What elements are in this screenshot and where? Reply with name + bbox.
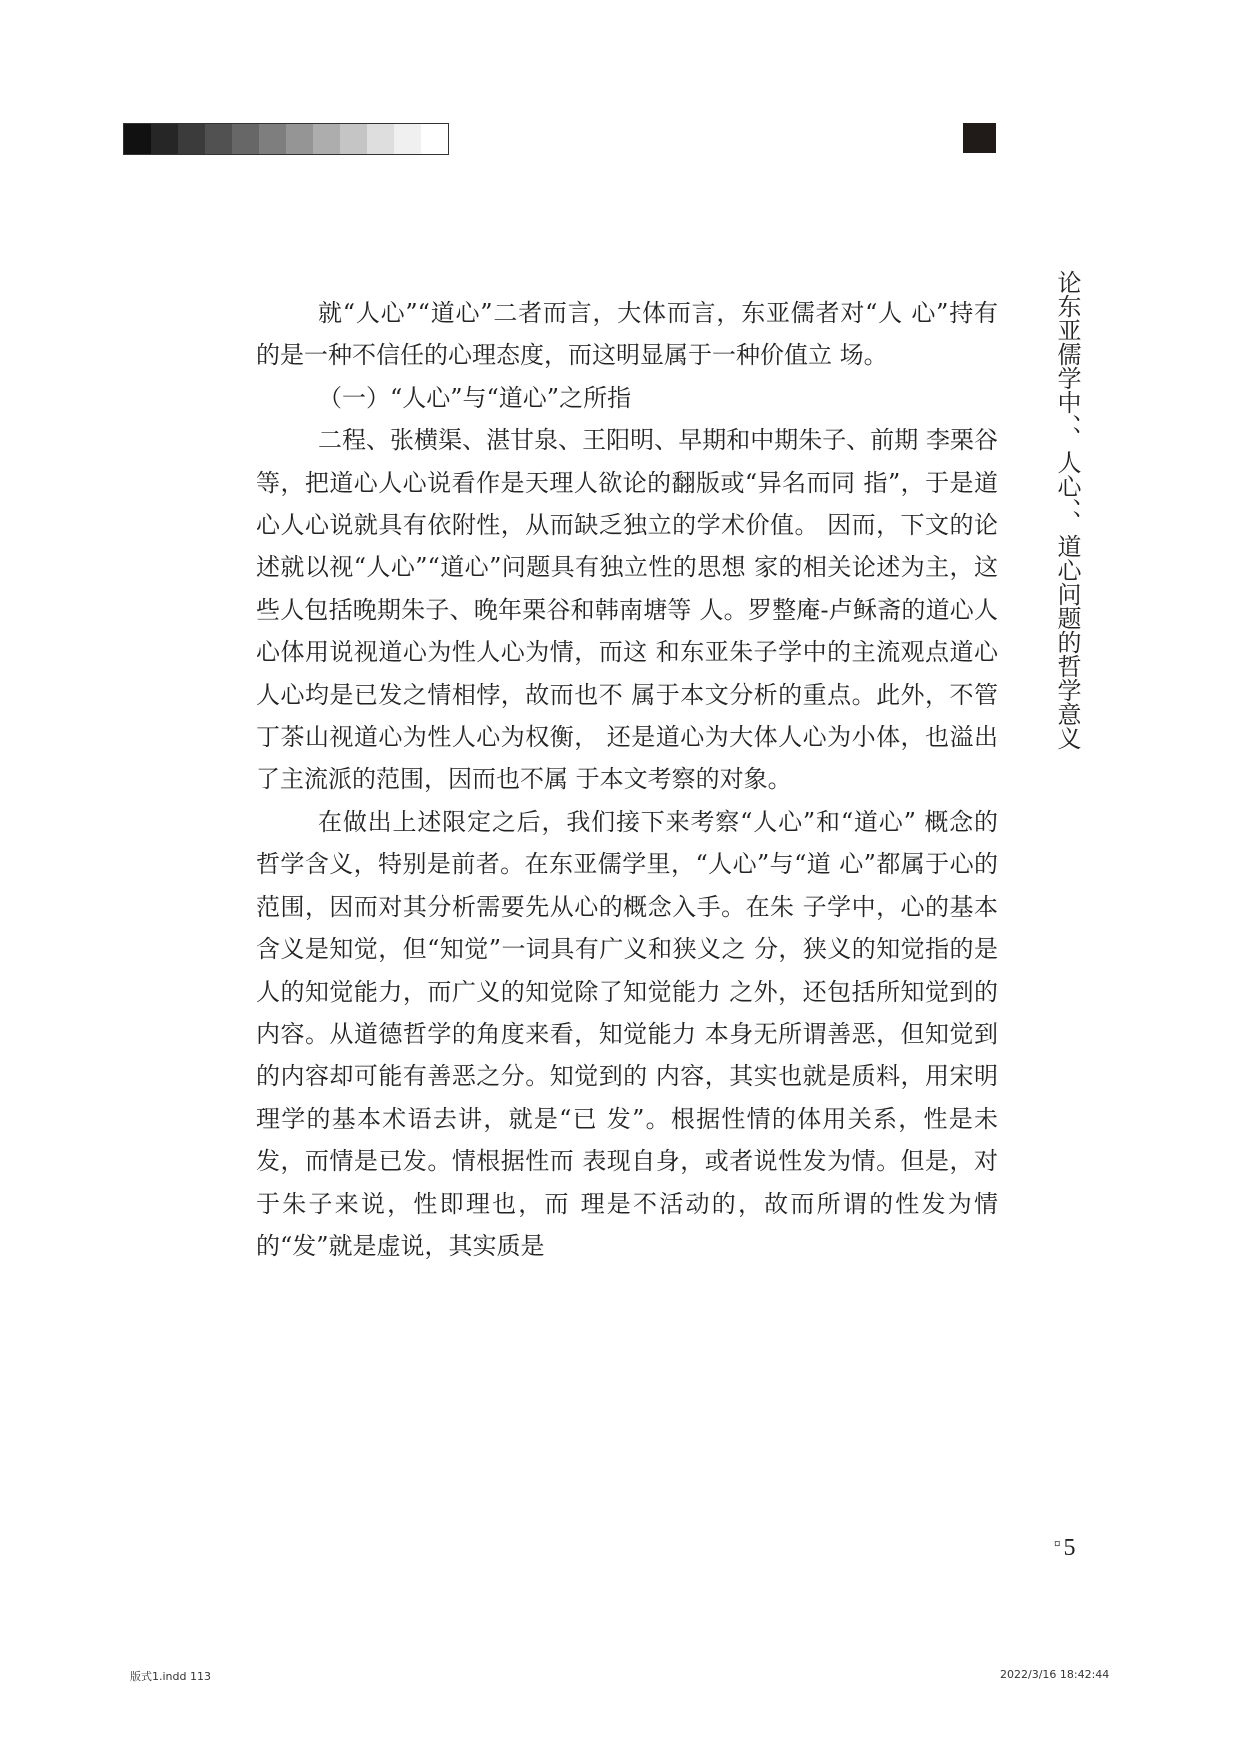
registration-block: [963, 123, 996, 153]
calibration-swatch: [421, 124, 448, 154]
paragraph: 就“人心”“道心”二者而言，大体而言，东亚儒者对“人 心”持有的是一种不信任的心理态度，而这明显属于一种价值立 场。: [256, 299, 998, 370]
page-number-value: 5: [1063, 1535, 1076, 1561]
print-slug-file: 版式1.indd 113: [130, 1670, 211, 1683]
calibration-swatch: [205, 124, 232, 154]
calibration-swatch: [340, 124, 367, 154]
calibration-swatch: [178, 124, 205, 154]
color-calibration-strip: [123, 123, 449, 155]
calibration-swatch: [367, 124, 394, 154]
calibration-swatch: [151, 124, 178, 154]
running-title: 论东亚儒学中、、人心、、道心问题的哲学意义: [1053, 270, 1081, 750]
paragraph: 在做出上述限定之后，我们接下来考察“人心”和“道心” 概念的哲学含义，特别是前者。在东亚儒学里，“人心”与“道 心”都属于心的范围，因而对其分析需要先从心的概念入手。在朱 子学中，心的基本含义是知觉，但“知觉”一词具有广义和狭义之 分，狭义的知觉指的是人的知觉能力，而广义的知觉除了知觉能力 之外，还包括所知觉到的内容。从道德哲学的角度来看，知觉能力 本身无所谓善恶，但知觉到的内容却可能有善恶之分。知觉到的 内容，其实也就是质料，用宋明理学的基本术语去讲，就是“已 发”。根据性情的体用关系，性是未发，而情是已发。情根据性而 表现自身，或者说性发为情。但是，对于朱子来说，性即理也，而 理是不活动的，故而所谓的性发为情的“发”就是虚说，其实质是: [256, 807, 998, 1260]
page-number: [1054, 1535, 1076, 1562]
calibration-swatch: [313, 124, 340, 154]
body-text: [256, 292, 998, 1267]
paragraph: 二程、张横渠、湛甘泉、王阳明、早期和中期朱子、前期 李栗谷等，把道心人心说看作是天理人欲论的翻版或“异名而同 指”，于是道心人心说就具有依附性，从而缺乏独立的学术价值。 因而，下文的论述就以视“人心”“道心”问题具有独立性的思想 家的相关论述为主，这些人包括晚期朱子、晚年栗谷和韩南塘等 人。罗整庵-卢稣斋的道心人心体用说视道心为性人心为情，而这 和东亚朱子学中的主流观点道心人心均是已发之情相悖，故而也不 属于本文分析的重点。此外，不管丁茶山视道心为性人心为权衡， 还是道心为大体人心为小体，也溢出了主流派的范围，因而也不属 于本文考察的对象。: [256, 426, 998, 794]
print-slug-timestamp: 2022/3/16 18:42:44: [1000, 1668, 1110, 1681]
calibration-swatch: [259, 124, 286, 154]
calibration-swatch: [232, 124, 259, 154]
section-heading: （一）“人心”与“道心”之所指: [318, 383, 632, 412]
page-mark: ¤: [1054, 1536, 1061, 1551]
calibration-swatch: [394, 124, 421, 154]
calibration-swatch: [124, 124, 151, 154]
calibration-swatch: [286, 124, 313, 154]
